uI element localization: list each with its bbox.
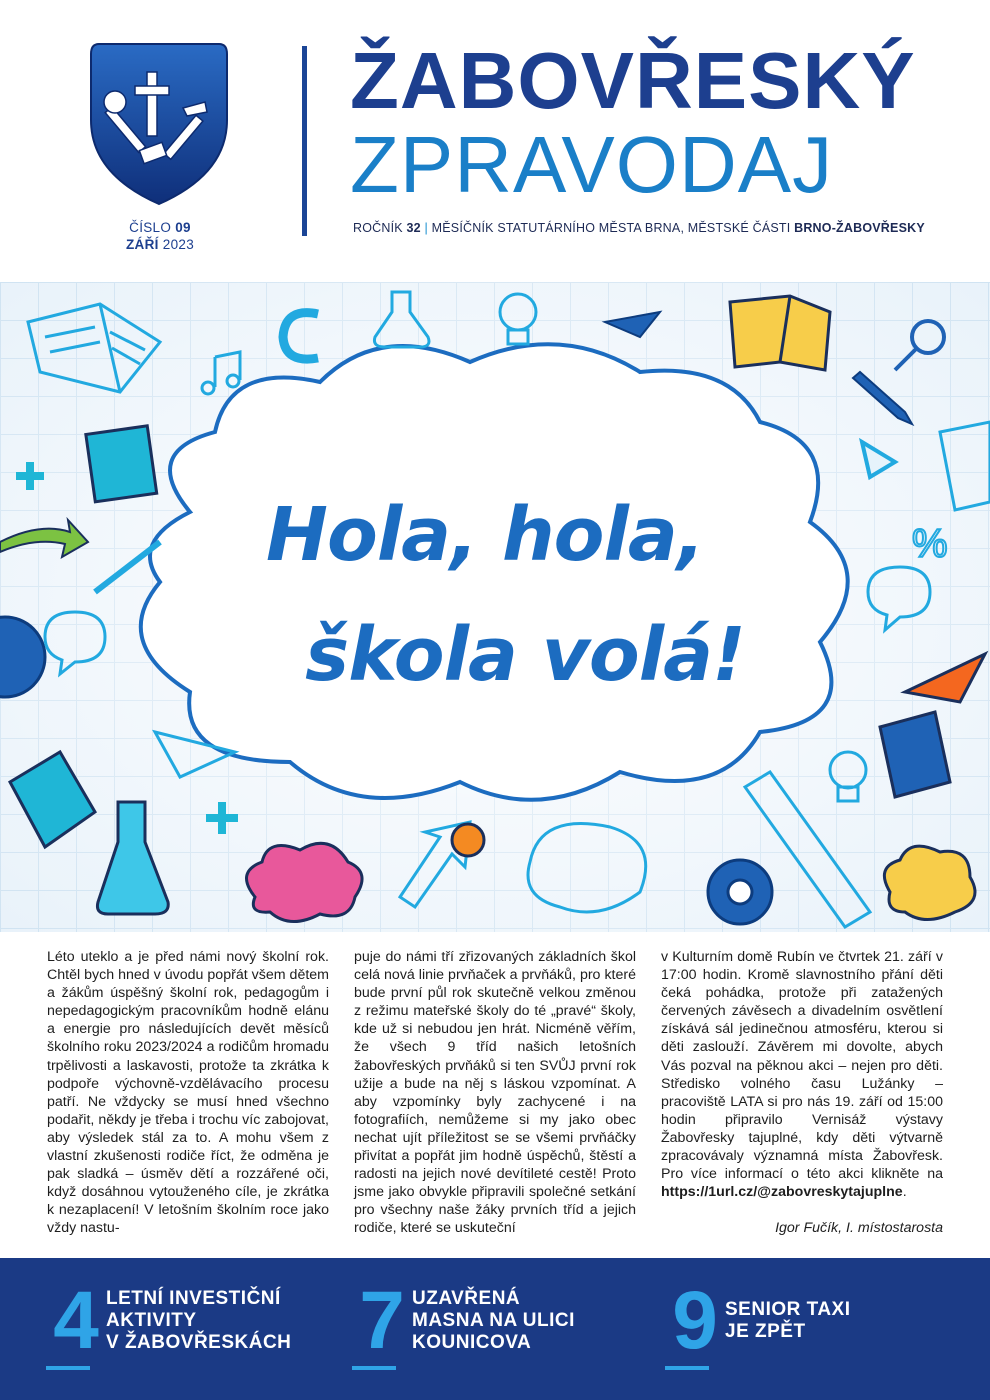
- volume-label: ROČNÍK: [353, 221, 403, 235]
- issue-year: 2023: [162, 237, 194, 252]
- hero-illustration: [0, 282, 990, 932]
- teaser-page-number: 9: [672, 1275, 718, 1366]
- teaser-page-number: 4: [53, 1275, 99, 1366]
- article-signature: Igor Fučík, I. místostarosta: [775, 1220, 943, 1236]
- blue-book-doodle: [10, 752, 95, 847]
- teaser-title-line: SENIOR TAXI: [725, 1299, 851, 1320]
- music-note-doodle: [202, 352, 240, 394]
- editorial-article: [47, 948, 943, 1248]
- yellow-cloud-doodle: [884, 846, 975, 919]
- school-doodles: [0, 282, 990, 932]
- magnifier-doodle: [895, 321, 944, 370]
- volume-number: 32: [406, 221, 421, 235]
- teaser-title-line: UZAVŘENÁ: [412, 1288, 521, 1309]
- teaser-title-line: KOUNICOVA: [412, 1332, 532, 1353]
- issue-month: ZÁŘÍ: [126, 237, 159, 252]
- gear-doodle: [708, 860, 772, 924]
- pencil-doodle: [853, 372, 912, 424]
- teaser-title-line: JE ZPĚT: [725, 1321, 806, 1342]
- letter-c-doodle: [283, 313, 318, 359]
- teaser-title-line: AKTIVITY: [106, 1310, 197, 1331]
- subline-separator: |: [424, 221, 428, 235]
- letter-a-doodle: [862, 442, 895, 477]
- masthead-title-line1: ŽABOVŘESKÝ: [350, 36, 916, 125]
- percent-doodle: %: [912, 522, 948, 566]
- flask-cyan-doodle: [97, 802, 168, 914]
- palette-doodle: [528, 824, 646, 912]
- pink-cloud-doodle: [246, 843, 362, 921]
- notebook-doodle: [86, 426, 157, 502]
- plus-doodle: [16, 462, 44, 490]
- masthead-title-line2: ZPRAVODAJ: [350, 120, 834, 209]
- teaser-title: [412, 1288, 575, 1354]
- event-link[interactable]: https://1url.cz/@zabovreskytajuplne: [661, 1184, 903, 1201]
- publisher-text: MĚSÍČNÍK STATUTÁRNÍHO MĚSTA BRNA, MĚSTSKÉ ČÁSTI: [431, 221, 791, 235]
- open-book-doodle: [28, 304, 160, 392]
- article-column-3: [661, 948, 943, 1201]
- teaser-page-number: 7: [359, 1275, 405, 1366]
- teaser-title: [725, 1299, 851, 1343]
- issue-info: [100, 219, 220, 253]
- issue-number: 09: [175, 220, 191, 235]
- bulb-doodle: [500, 294, 536, 344]
- plus-doodle-2: [206, 802, 238, 834]
- apple-doodle: [452, 824, 484, 856]
- article-column-2: puje do námi tří zřizovaných základních škol celá nová linie prvňaček a prvňáků, pro které bude první půl rok skutečně velkou změnou z režimu mateřské školy do té „pravé“ školy, kde už si nebudou jen hrát. Nicméně věřím, že všech 9 tříd našich letošních žabovřeských prvňáků si ten SVŮJ první rok užije a bude na něj s láskou vzpomínat. A aby vzpomínky byly zachycené i na fotografiích, nemůžeme si my jako obec nechat ujít příležitost se se všemi prvňáčky přivítat a popřát jim hodně úspěchů, štěstí a radosti na jejich nové devítileté cestě! Proto jsme jako obvykle připravili společné setkání pro všechny naše žáky prvních tříd a jejich rodiče, které se uskuteční: [354, 949, 636, 1237]
- contents-teaser-bar: [0, 1258, 990, 1400]
- dark-notebook-doodle: [880, 712, 950, 797]
- hero-headline-line2: škola volá!: [305, 612, 745, 698]
- teaser-underline: [352, 1366, 396, 1370]
- masthead-subline: [353, 221, 925, 235]
- district-name: BRNO-ŽABOVŘESKY: [794, 221, 925, 235]
- article-column-1: Léto uteklo a je před námi nový školní rok. Chtěl bych hned v úvodu popřát všem dětem a žákům úspěšný školní rok, pedagogům i nepedagogickým pracovníkům hodně elánu a energie pro následujících devět měsíců školního roku 2023/2024 a rodičům hromadu trpělivosti a laskavosti, protože ta zkrátka k podpoře výchovně-vzdělávacího procesu patří. Ne vždycky se musí hned všechno podařit, někdy je třeba i trochu víc zabojovat, aby výsledek stál za to. A mohu všem z vlastní zkušenosti rodiče říct, že odměna je pak sladká – úsměv dětí a rozzářené oči, když dosáhnou vytouženého cíle, je zkrátka k nezaplacení! V letošním školním roce jako vždy nastu-: [47, 949, 329, 1237]
- flask-doodle: [374, 292, 429, 347]
- teaser-title-line: LETNÍ INVESTIČNÍ: [106, 1288, 281, 1309]
- coat-of-arms-logo: [85, 42, 233, 207]
- teaser-underline: [665, 1366, 709, 1370]
- article-column-3-end: .: [902, 1184, 907, 1201]
- article-column-3-text: v Kulturním domě Rubín ve čtvrtek 21. září v 17:00 hodin. Kromě slavnostního přání děti čeká pohádka, protože při zatažených červených závěsech a divadelním osvětlení získává sál jedinečnou atmosféru, kterou si děti zaslouží. Závěrem mi dovolte, abych Vás pozval na pěknou akci – nejen pro děti. Středisko volného času Lužánky – pracoviště LATA si pro nás 19. září od 15:00 hodin připravilo Vernisáž výstavy Žabovřesky tajuplné, kdy děti výtvarně zpracovávaly významná místa Žabovřesk. Pro více informací o této akci klikněte na: [661, 949, 943, 1183]
- header-divider: [302, 46, 307, 236]
- issue-label: ČÍSLO: [129, 220, 172, 235]
- hero-headline-line1: Hola, hola,: [266, 492, 704, 578]
- teaser-title: [106, 1288, 291, 1354]
- teaser-title-line: V ŽABOVŘESKÁCH: [106, 1332, 292, 1353]
- bulb-right-doodle: [830, 752, 866, 801]
- paper-plane-doodle: [605, 312, 660, 337]
- yellow-book-doodle: [730, 296, 830, 370]
- masthead: [0, 0, 990, 282]
- teaser-title-line: MASNA NA ULICI: [412, 1310, 575, 1331]
- teaser-underline: [46, 1366, 90, 1370]
